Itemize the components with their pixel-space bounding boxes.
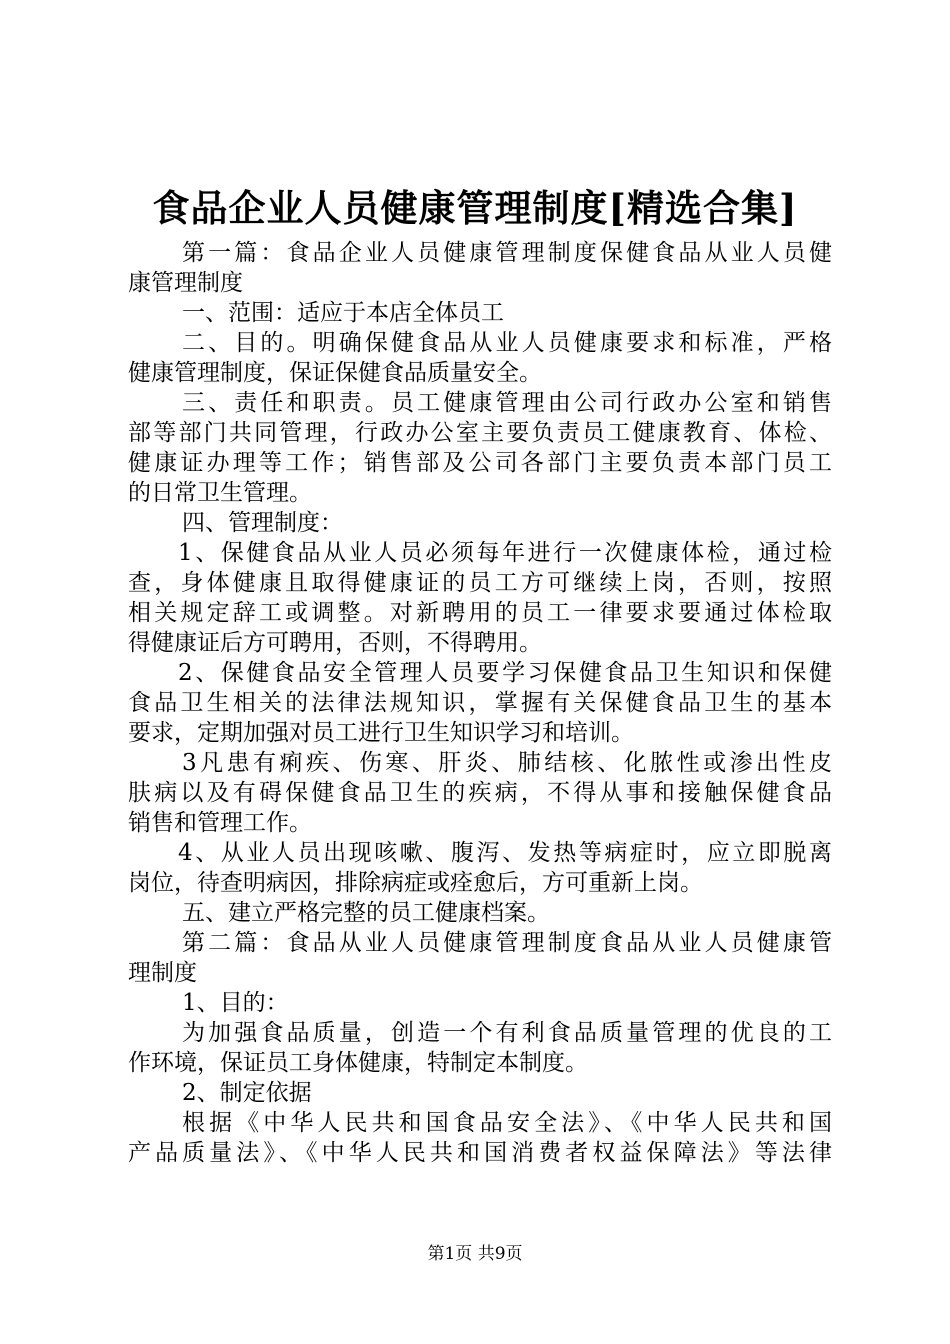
text-line: 2、制定依据 xyxy=(182,1080,312,1106)
text-line: 二、目的。明确保健食品从业人员健康要求和标准，严格 xyxy=(182,330,832,356)
text-line: 为加强食品质量，创造一个有利食品质量管理的优良的工 xyxy=(182,1020,832,1046)
text-line: 作环境，保证员工身体健康，特制定本制度。 xyxy=(128,1050,588,1076)
text-line: 四、管理制度： xyxy=(182,510,343,536)
text-line: 部等部门共同管理，行政办公室主要负责员工健康教育、体检、 xyxy=(128,420,832,446)
text-line: 五、建立严格完整的员工健康档案。 xyxy=(182,900,550,926)
document-title: 食品企业人员健康管理制度[精选合集] xyxy=(152,186,798,230)
text-line: 4、从业人员出现咳嗽、腹泻、发热等病症时，应立即脱离 xyxy=(178,840,832,866)
text-line: 产品质量法》、《中华人民共和国消费者权益保障法》等法律 xyxy=(128,1140,832,1166)
text-line: 相关规定辞工或调整。对新聘用的员工一律要求要通过体检取 xyxy=(128,600,832,626)
text-line: 1、目的： xyxy=(182,990,289,1016)
text-line: 第一篇：食品企业人员健康管理制度保健食品从业人员健 xyxy=(182,240,832,266)
text-line: 三、责任和职责。员工健康管理由公司行政办公室和销售 xyxy=(182,390,832,416)
text-line: 岗位，待查明病因，排除病症或痊愈后，方可重新上岗。 xyxy=(128,870,703,896)
text-line: 查，身体健康且取得健康证的员工方可继续上岗，否则，按照 xyxy=(128,570,832,596)
text-line: 销售和管理工作。 xyxy=(128,810,312,836)
document-body xyxy=(128,238,832,1168)
text-line: 肤病以及有碍保健食品卫生的疾病，不得从事和接触保健食品 xyxy=(128,780,832,806)
text-line: 康管理制度 xyxy=(128,270,243,296)
text-line: 要求，定期加强对员工进行卫生知识学习和培训。 xyxy=(128,720,634,746)
page-number-footer: 第1页 共9页 xyxy=(427,1244,523,1264)
text-line: 食品卫生相关的法律法规知识，掌握有关保健食品卫生的基本 xyxy=(128,690,832,716)
text-line: 健康管理制度，保证保健食品质量安全。 xyxy=(128,360,542,386)
text-line: 的日常卫生管理。 xyxy=(128,480,312,506)
text-line: 3凡患有痢疾、伤寒、肝炎、肺结核、化脓性或渗出性皮 xyxy=(182,750,832,776)
text-line: 得健康证后方可聘用，否则，不得聘用。 xyxy=(128,630,542,656)
text-line: 一、范围：适应于本店全体员工 xyxy=(182,300,504,326)
text-line: 1、保健食品从业人员必须每年进行一次健康体检，通过检 xyxy=(178,540,832,566)
text-line: 理制度 xyxy=(128,960,197,986)
text-line: 根据《中华人民共和国食品安全法》、《中华人民共和国 xyxy=(182,1110,832,1136)
text-line: 第二篇：食品从业人员健康管理制度食品从业人员健康管 xyxy=(182,930,832,956)
text-line: 健康证办理等工作；销售部及公司各部门主要负责本部门员工 xyxy=(128,450,832,476)
text-line: 2、保健食品安全管理人员要学习保健食品卫生知识和保健 xyxy=(178,660,832,686)
